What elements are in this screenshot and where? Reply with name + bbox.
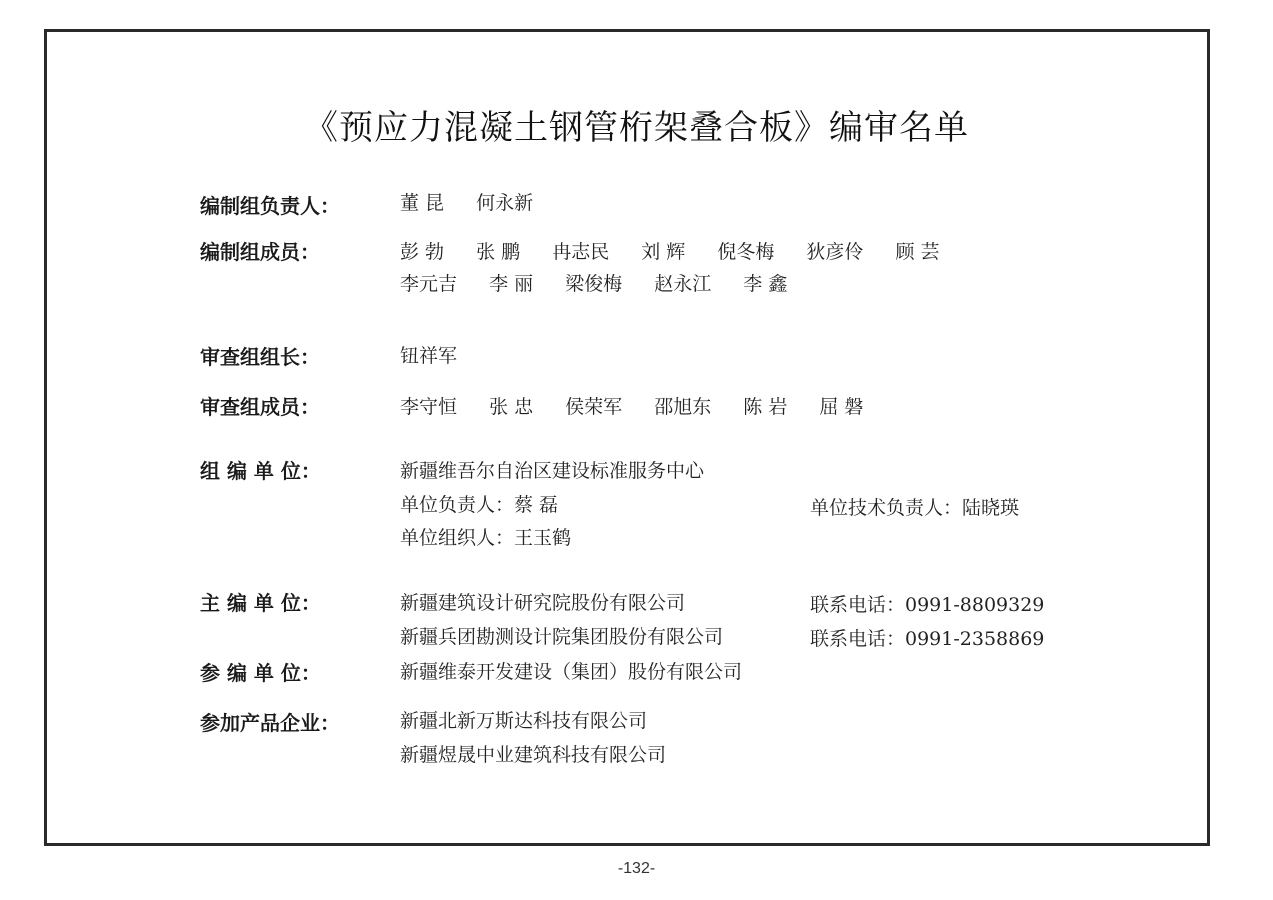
person-name: 陈 岩: [743, 396, 788, 418]
person-name: 赵永江: [654, 273, 712, 295]
person-name: 何永新: [476, 192, 534, 214]
chief-unit-1: 新疆建筑设计研究院股份有限公司: [400, 592, 686, 614]
person-name: 李守恒: [400, 396, 458, 418]
review-members-label: 审查组成员：: [200, 395, 320, 419]
person-name: 侯荣军: [565, 396, 623, 418]
product-company-2: 新疆煜晟中业建筑科技有限公司: [400, 744, 667, 766]
person-name: 李 鑫: [743, 273, 788, 295]
page-number: -132-: [617, 860, 656, 877]
editing-members-label: 编制组成员：: [200, 240, 320, 264]
person-name: 顾 芸: [895, 241, 940, 263]
person-name: 狄彦伶: [806, 241, 864, 263]
chief-unit-1-phone: 联系电话：0991-8809329: [810, 594, 1045, 616]
page-title: 《预应力混凝土钢管桁架叠合板》编审名单: [304, 108, 969, 148]
chief-unit-label: 主 编 单 位：: [200, 591, 321, 615]
person-name: 张 鹏: [476, 241, 521, 263]
person-name: 李元吉: [400, 273, 458, 295]
editing-lead-names: [400, 188, 559, 215]
person-name: 梁俊梅: [565, 273, 623, 295]
review-members-names: [400, 392, 889, 419]
organizing-unit-tech-head: 单位技术负责人：陆晓瑛: [810, 497, 1020, 519]
product-companies-label: 参加产品企业：: [200, 711, 340, 735]
person-name: 李 丽: [489, 273, 534, 295]
person-name: 刘 辉: [641, 241, 686, 263]
review-lead-label: 审查组组长：: [200, 345, 320, 369]
chief-unit-2: 新疆兵团勘测设计院集团股份有限公司: [400, 626, 724, 648]
chief-unit-2-phone: 联系电话：0991-2358869: [810, 628, 1045, 650]
review-lead-names: [400, 341, 483, 368]
person-name: 邵旭东: [654, 396, 712, 418]
person-name: 张 忠: [489, 396, 534, 418]
person-name: 钮祥军: [400, 345, 458, 367]
editing-lead-label: 编制组负责人：: [200, 194, 340, 218]
person-name: 董 昆: [400, 192, 445, 214]
organizing-unit-head: 单位负责人：蔡 磊: [400, 494, 559, 516]
editing-members-row1: [400, 237, 966, 264]
person-name: 屈 磐: [819, 396, 864, 418]
product-company-1: 新疆北新万斯达科技有限公司: [400, 710, 648, 732]
editing-members-row2: [400, 269, 813, 296]
person-name: 彭 勃: [400, 241, 445, 263]
participating-unit-label: 参 编 单 位：: [200, 661, 321, 685]
organizing-unit-organizer: 单位组织人：王玉鹤: [400, 527, 572, 549]
person-name: 倪冬梅: [717, 241, 775, 263]
participating-unit-1: 新疆维泰开发建设（集团）股份有限公司: [400, 661, 743, 683]
person-name: 冉志民: [552, 241, 610, 263]
organizing-unit-label: 组 编 单 位：: [200, 459, 321, 483]
organizing-unit-name: 新疆维吾尔自治区建设标准服务中心: [400, 460, 705, 482]
